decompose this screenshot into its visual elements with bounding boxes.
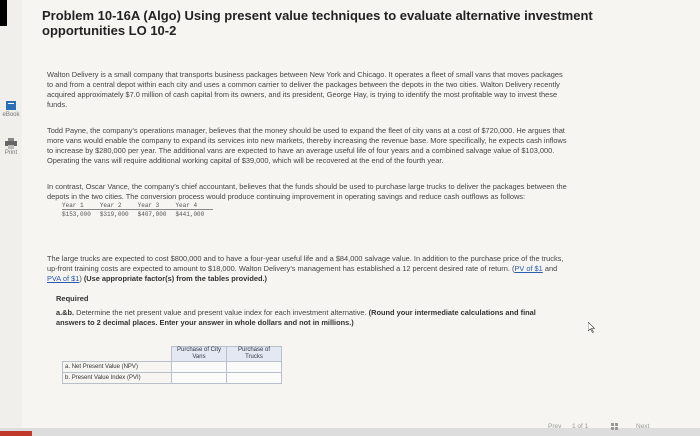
year-2-value: $319,000 [99,211,129,218]
next-button[interactable]: Next [636,423,650,430]
col-header-city-vans: Purchase of City Vans [172,347,227,362]
mouse-cursor-icon [588,322,596,333]
row-label: Net Present Value (NPV) [71,364,138,370]
window-edge-marker [0,0,7,26]
table-row [63,362,282,373]
task-text: Determine the net present value and present value index for each investment alternative. [76,308,367,317]
page-indicator: 1 of 1 [572,423,589,430]
rounding-instruction: (Round your intermediate calculations and final answers to 2 decimal places. Enter your answer in whole dollars and not in millions.) [56,308,536,327]
trucks-paragraph: The large trucks are expected to cost $800,000 and to have a four-year useful life and a $84,000 salvage value. In addition to the purchase price of the trucks, up-front training costs are expected to amount to $18,000. Walton Delivery's management has established a 12 percent desired rate of return. (PV of $1 and PVA of $1) (Use appropriate factor(s) from the tables provided.) [47,254,564,283]
npv-trucks-input[interactable] [227,362,282,373]
tables-instruction: (Use appropriate factor(s) from the tables provided.) [83,274,267,283]
npv-row-label [63,362,172,373]
row-letter: a. [65,364,71,370]
pv-of-1-link[interactable]: PV of $1 [514,264,543,273]
bottom-accent [0,431,32,436]
task-prefix: a.&b. [56,308,75,317]
year-3-header: Year 3 [138,201,176,210]
print-tool[interactable] [1,138,21,156]
year-1-header: Year 1 [62,201,100,210]
required-task [56,308,536,328]
year-2-header: Year 2 [100,201,138,210]
trucks-text: The large trucks are expected to cost $800,000 and to have a four-year useful life and a $84,000 salvage value. In addition to the purchase price of the trucks, up-front training costs are expected to amount to $18,000. Walton Delivery's management has established a 12 percent desired rate of return. [47,254,564,273]
year-4-value: $441,000 [175,211,205,218]
intro-paragraph: Walton Delivery is a small company that transports business packages between New York and Chicago. It operates a fleet of small vans that moves packages to and from a central depot within each city and uses a common carrier to deliver the packages between the depots in the two cities. Walton Delivery recently acquired approximately $7.0 million of cash capital from its owners, and its president, George Hay, is trying to identify the most profitable way to invest these funds. [47,70,563,109]
table-row [63,373,282,384]
bottom-bar [0,428,700,436]
prev-button[interactable]: Prev [548,423,562,430]
npv-city-vans-input[interactable] [172,362,227,373]
answer-table [62,346,282,384]
required-heading: Required [56,294,89,303]
book-icon [5,100,17,111]
printer-icon [5,138,17,149]
ebook-label: eBook [2,112,20,118]
year-3-value: $407,000 [137,211,167,218]
year-4-header: Year 4 [175,201,213,210]
problem-title: Problem 10-16A (Algo) Using present value techniques to evaluate alternative investment opportunities LO 10-2 [42,8,593,38]
col-header-trucks: Purchase of Trucks [227,347,282,362]
and-text: and [544,264,558,273]
row-label: Present Value Index (PVI) [71,375,141,381]
pvi-trucks-input[interactable] [227,373,282,384]
pvi-city-vans-input[interactable] [172,373,227,384]
answer-table-corner [63,347,172,362]
pvi-row-label [63,373,172,384]
operations-manager-paragraph: Todd Payne, the company's operations manager, believes that the money should be used to expand the fleet of city vans at a cost of $720,000. He argues that more vans would enable the company to expand its services into new markets, thereby increasing the revenue base. More specifically, he expects cash inflows to increase by $280,000 per year. The additional vans are expected to have an average useful life of four years and a combined salvage value of $103,000. Operating the vans will require additional working capital of $39,000, which will be recovered at the end of the fourth year. [47,126,567,165]
pva-of-1-link[interactable]: PVA of $1 [47,274,80,283]
left-toolbar [0,0,22,436]
print-label: Print [4,150,18,156]
grid-icon[interactable] [611,423,619,430]
year-1-value: $153,000 [62,211,91,218]
cash-savings-table [62,201,213,218]
ebook-tool[interactable] [1,100,21,118]
row-letter: b. [65,375,71,381]
chief-accountant-paragraph: In contrast, Oscar Vance, the company's chief accountant, believes that the funds should be used to purchase large trucks to deliver the packages between the depots in the two cities. The conversion process would produce continuing improvement in operating savings and reduce cash outflows as follows: [47,182,567,201]
